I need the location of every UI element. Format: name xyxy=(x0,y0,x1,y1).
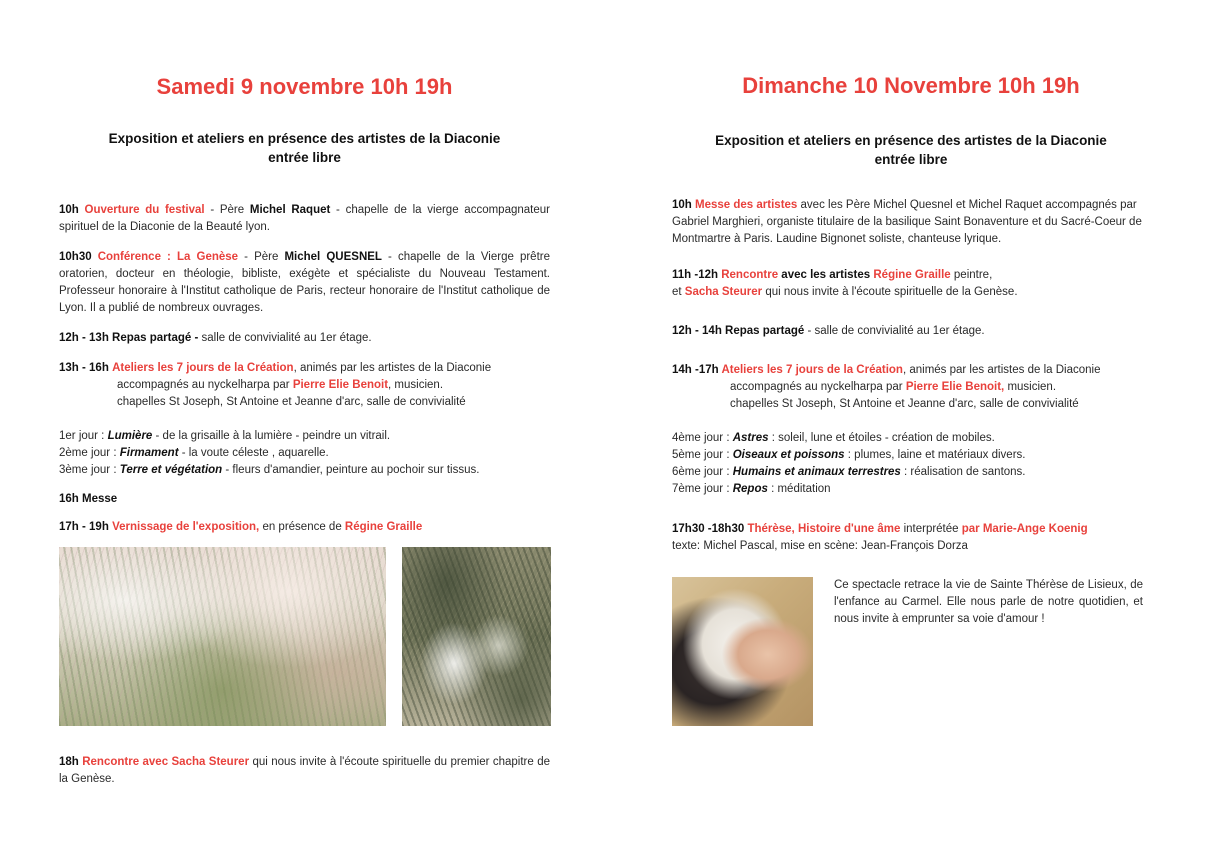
therese-portrait-image xyxy=(672,577,813,726)
sat-entry-meal xyxy=(59,330,550,347)
entry-text: peintre, xyxy=(950,269,993,281)
entry-text: qui nous invite à l'écoute spirituelle de la Genèse. xyxy=(762,286,1018,298)
day-desc: : méditation xyxy=(767,483,831,495)
entry-person: Pierre Elie Benoit, xyxy=(905,381,1005,393)
entry-time: 10h30 xyxy=(59,251,92,263)
entry-event: Conférence : La Genèse xyxy=(97,251,239,263)
entry-time: 12h - 14h Repas partagé xyxy=(672,325,805,337)
entry-person: Sacha Steurer xyxy=(684,286,763,298)
sat-entry-conference xyxy=(59,249,550,317)
entry-text: et xyxy=(672,286,685,298)
list-item xyxy=(59,462,550,479)
entry-accompaniment xyxy=(59,377,550,394)
entry-event: Rencontre xyxy=(721,269,779,281)
entry-person: Régine Graille xyxy=(873,269,951,281)
entry-time: 16h Messe xyxy=(59,493,118,505)
day-label: 2ème jour : xyxy=(59,447,120,459)
entry-person: par Marie-Ange Koenig xyxy=(961,523,1088,535)
entry-text: - chapelle de la vierge accompagnateur spirituel de la Diaconie de la Beauté lyon. xyxy=(59,204,550,233)
entry-person: Régine Graille xyxy=(344,521,423,533)
entry-person: Michel QUESNEL xyxy=(284,251,382,263)
day-desc: : plumes, laine et matériaux divers. xyxy=(844,449,1026,461)
saturday-subtitle xyxy=(59,129,550,167)
entry-text: en présence de xyxy=(259,521,345,533)
entry-person: Michel Raquet xyxy=(249,204,331,216)
sun-entry-meeting xyxy=(672,267,1150,301)
list-item xyxy=(59,445,550,462)
entry-text: interprétée xyxy=(900,523,962,535)
entry-time: 10h xyxy=(672,199,692,211)
entry-text: salle de convivialité au 1er étage. xyxy=(198,332,372,344)
day-label: 5ème jour : xyxy=(672,449,733,461)
day-desc: : soleil, lune et étoiles - création de mobiles. xyxy=(768,432,995,444)
day-label: 3ème jour : xyxy=(59,464,120,476)
entry-text: qui nous invite à l'écoute spirituelle du premier chapitre de la Genèse. xyxy=(59,756,550,785)
sat-entry-mass xyxy=(59,491,550,508)
entry-text: avec les Père Michel Quesnel et Michel Raquet accompagnés par Gabriel Marghieri, organiste titulaire de la basilique Saint Bonaventure et du Sacré-Coeur de Montmartre à Paris. Laudine Bignonet soliste, chanteuse lyrique. xyxy=(672,199,1142,245)
day-desc: : réalisation de santons. xyxy=(900,466,1026,478)
spectacle-description: Ce spectacle retrace la vie de Sainte Thérèse de Lisieux, de l'enfance au Carmel. Elle nous parle de notre quotidien, et nous invite à emprunter sa voie d'amour ! xyxy=(834,579,1143,625)
list-item xyxy=(672,481,1150,498)
list-item xyxy=(672,447,1150,464)
entry-time: 10h xyxy=(59,204,79,216)
sun-entry-mass xyxy=(672,197,1150,248)
sat-entry-meeting xyxy=(59,754,550,788)
day-label: 4ème jour : xyxy=(672,432,733,444)
sat-entry-workshops xyxy=(59,360,550,411)
entry-credits: texte: Michel Pascal, mise en scène: Jean-François Dorza xyxy=(672,540,968,552)
entry-text: , musicien. xyxy=(388,379,444,391)
painting-image-1 xyxy=(59,547,386,726)
saturday-subtitle-line2: entrée libre xyxy=(268,150,341,165)
entry-text: - salle de convivialité au 1er étage. xyxy=(804,325,985,337)
day-theme: Astres xyxy=(732,432,769,444)
day-theme: Humains et animaux terrestres xyxy=(732,466,901,478)
saturday-column xyxy=(59,0,550,861)
entry-event: Thérèse, Histoire d'une âme xyxy=(744,523,901,535)
day-theme: Repos xyxy=(732,483,768,495)
sunday-subtitle-line2: entrée libre xyxy=(874,152,948,167)
entry-time: 13h - 16h xyxy=(59,362,109,374)
day-theme: Lumière xyxy=(107,430,153,442)
sunday-subtitle xyxy=(672,131,1150,169)
entry-time: 14h -17h xyxy=(672,364,719,376)
entry-text: - Père xyxy=(238,251,285,263)
painting-image-2 xyxy=(402,547,551,726)
day-label: 7ème jour : xyxy=(672,483,733,495)
entry-text: musicien. xyxy=(1004,381,1057,393)
entry-text: accompagnés au nyckelharpa par xyxy=(117,379,293,391)
entry-time: 11h -12h xyxy=(672,269,719,281)
sun-days-list xyxy=(672,430,1150,498)
entry-event: Ouverture du festival xyxy=(84,204,205,216)
entry-time: 12h - 13h Repas partagé - xyxy=(59,332,199,344)
entry-person: Pierre Elie Benoit xyxy=(292,379,389,391)
entry-location: chapelles St Joseph, St Antoine et Jeanne d'arc, salle de convivialité xyxy=(117,396,466,408)
saturday-title: Samedi 9 novembre 10h 19h xyxy=(156,74,453,99)
sun-entry-meal xyxy=(672,323,1150,340)
sunday-title: Dimanche 10 Novembre 10h 19h xyxy=(742,73,1080,98)
day-label: 1er jour : xyxy=(59,430,108,442)
entry-event: Vernissage de l'exposition, xyxy=(112,521,260,533)
entry-text: , animés par les artistes de la Diaconie xyxy=(293,362,492,374)
day-theme: Firmament xyxy=(119,447,179,459)
day-theme: Oiseaux et poissons xyxy=(732,449,845,461)
list-item xyxy=(672,464,1150,481)
saturday-subtitle-line1: Exposition et ateliers en présence des artistes de la Diaconie xyxy=(108,131,501,146)
sun-entry-workshops xyxy=(672,362,1150,413)
sun-entry-theatre xyxy=(672,521,1150,555)
sat-days-list xyxy=(59,428,550,479)
entry-event: Messe des artistes xyxy=(695,199,798,211)
entry-location: chapelles St Joseph, St Antoine et Jeanne d'arc, salle de convivialité xyxy=(730,398,1079,410)
day-theme: Terre et végétation xyxy=(119,464,223,476)
entry-event: Ateliers les 7 jours de la Création xyxy=(112,362,294,374)
entry-event: Rencontre avec Sacha Steurer xyxy=(82,756,250,768)
entry-event: Ateliers les 7 jours de la Création xyxy=(718,364,903,376)
day-label: 6ème jour : xyxy=(672,466,733,478)
day-desc: - la voute céleste , aquarelle. xyxy=(178,447,329,459)
sat-entry-vernissage xyxy=(59,519,550,536)
entry-time: 17h - 19h xyxy=(59,521,113,533)
list-item xyxy=(672,430,1150,447)
sat-entry-opening xyxy=(59,202,550,236)
entry-time: 17h30 -18h30 xyxy=(672,523,745,535)
sunday-column xyxy=(672,0,1150,861)
entry-text: - chapelle de la Vierge prêtre oratorien, docteur en théologie, bibliste, exégète et spécialiste du Nouveau Testament. Professeur honoraire à l'Institut catholique de Paris, recteur honoraire de l'Institut catholique de Lyon. Il a publié de nombreux ouvrages. xyxy=(59,251,550,314)
day-desc: - fleurs d'amandier, peinture au pochoir sur tissus. xyxy=(222,464,480,476)
entry-text: - Père xyxy=(204,204,250,216)
entry-text: accompagnés au nyckelharpa par xyxy=(730,381,906,393)
sunday-subtitle-line1: Exposition et ateliers en présence des artistes de la Diaconie xyxy=(715,133,1107,148)
entry-accompaniment xyxy=(672,379,1150,396)
day-desc: - de la grisaille à la lumière - peindre un vitrail. xyxy=(152,430,391,442)
entry-time: 18h xyxy=(59,756,79,768)
list-item xyxy=(59,428,550,445)
entry-text: , animés par les artistes de la Diaconie xyxy=(902,364,1101,376)
entry-text: avec les artistes xyxy=(778,269,874,281)
